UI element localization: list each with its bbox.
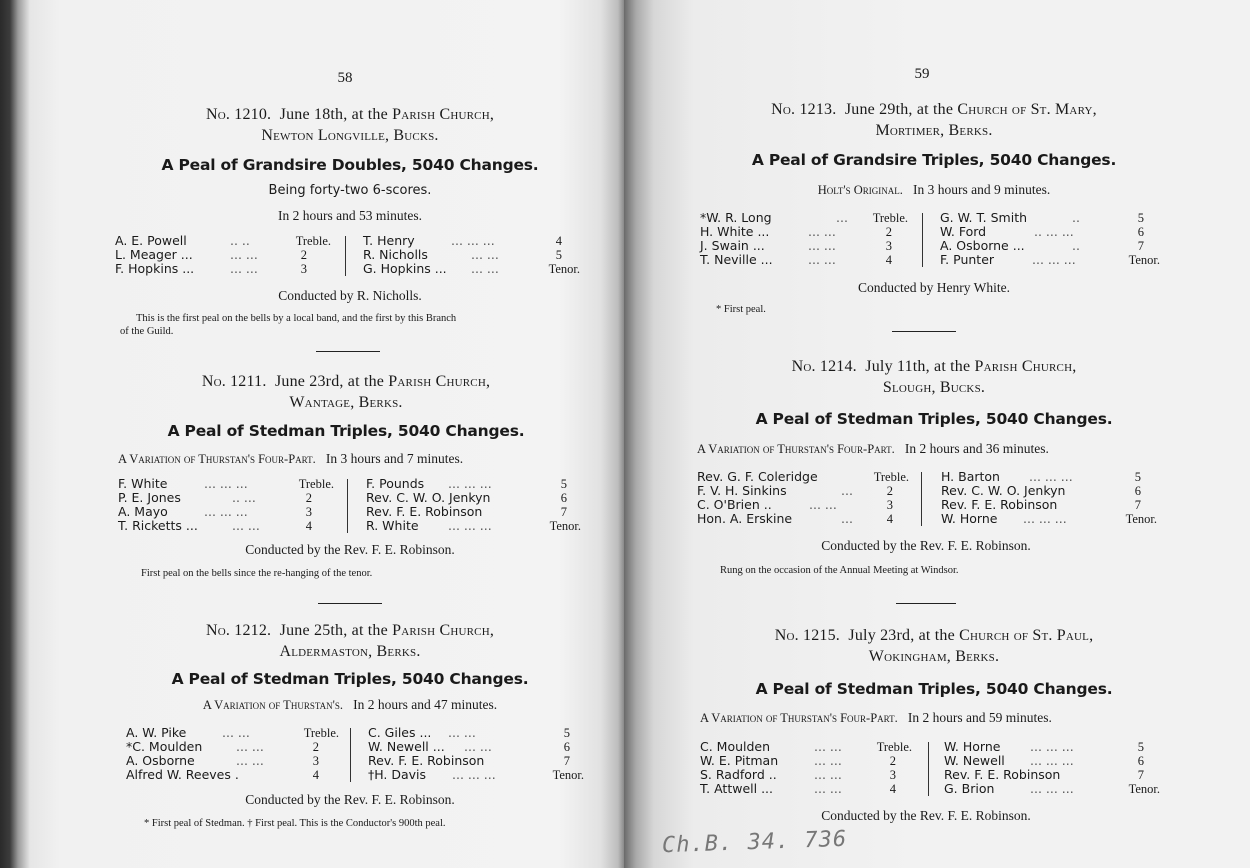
bell-number: 7 xyxy=(1134,498,1141,512)
bell-number: 5 xyxy=(1137,740,1144,754)
ringer-name: T. Neville ... xyxy=(700,252,773,267)
ringer-row xyxy=(700,211,912,225)
leader-dots: ... ... ... xyxy=(204,504,248,519)
ringer-row xyxy=(366,491,581,505)
leader-dots: ... ... ... xyxy=(1023,511,1067,526)
ringer-row xyxy=(697,512,909,526)
column-divider xyxy=(928,742,929,796)
ringer-name: †H. Davis xyxy=(368,767,427,782)
entry-heading xyxy=(664,627,1204,645)
ringers-band xyxy=(700,211,1160,269)
bell-number: Tenor. xyxy=(548,262,580,276)
bell-number: 4 xyxy=(555,234,562,248)
ringer-name: W. Horne xyxy=(941,511,998,526)
bell-number: 2 xyxy=(312,740,319,754)
ringer-row xyxy=(368,768,584,782)
entry-number: No. 1214. xyxy=(791,358,857,375)
composition-line xyxy=(697,441,1049,457)
ringer-row xyxy=(363,234,580,248)
bell-number: 6 xyxy=(1137,754,1144,768)
leader-dots: ... ... xyxy=(230,247,258,262)
bell-number: 4 xyxy=(312,768,319,782)
conductor-line: Conducted by the Rev. F. E. Robinson. xyxy=(821,808,1031,823)
ringer-row xyxy=(700,740,912,754)
entry-number: No. 1211. xyxy=(201,373,267,390)
ringer-row xyxy=(368,726,584,740)
ringer-row xyxy=(697,484,909,498)
bell-number: 7 xyxy=(560,505,567,519)
ringer-row xyxy=(940,211,1160,225)
ringer-row xyxy=(941,498,1157,512)
ringers-right-column xyxy=(366,477,581,533)
ringer-name: R. Nicholls xyxy=(363,247,428,262)
ringer-name: W. Horne xyxy=(944,739,1001,754)
entry-heading xyxy=(100,106,600,124)
ringer-row xyxy=(115,234,335,248)
ringer-row xyxy=(941,484,1157,498)
page-number: 58 xyxy=(337,70,353,86)
ringer-row xyxy=(700,782,912,796)
composition-line xyxy=(700,710,1052,726)
ringer-name: F. Punter xyxy=(940,252,995,267)
ringer-row xyxy=(940,253,1160,267)
ringer-name: F. V. H. Sinkins xyxy=(697,483,787,498)
section-divider xyxy=(892,331,956,332)
bell-number: 6 xyxy=(1137,225,1144,239)
bell-number: 3 xyxy=(300,262,307,276)
ringer-name: H. White ... xyxy=(700,224,770,239)
entry-date: July 11th, at the xyxy=(865,358,971,375)
ringers-left-column xyxy=(118,477,338,533)
ringers-left-column xyxy=(697,470,909,526)
footnote: This is the first peal on the bells by a local band, and the first by this Branch xyxy=(136,313,457,324)
leader-dots: ... ... ... xyxy=(1029,469,1073,484)
leader-dots: ... ... xyxy=(809,497,837,512)
composition: A Variation of Thurstan's. xyxy=(202,698,343,712)
ringer-row xyxy=(941,512,1157,526)
leader-dots: ... ... ... xyxy=(452,767,496,782)
ringer-row xyxy=(366,505,581,519)
entry-heading xyxy=(664,101,1204,119)
bell-number: Tenor. xyxy=(1128,782,1160,796)
ringer-name: W. Ford xyxy=(940,224,987,239)
ringer-name: G. Brion xyxy=(944,781,995,796)
peal-duration: In 2 hours and 59 minutes. xyxy=(907,710,1052,725)
leader-dots: ... ... xyxy=(814,781,842,796)
entry-church: Parish Church, xyxy=(974,358,1077,375)
bell-number: 5 xyxy=(1137,211,1144,225)
right-page xyxy=(624,0,1250,868)
column-divider xyxy=(921,472,922,526)
ringer-row xyxy=(700,239,912,253)
leader-dots: .. .. xyxy=(230,233,250,248)
ringer-row xyxy=(941,470,1157,484)
leader-dots: .. xyxy=(1072,210,1080,225)
ringer-name: A. Osborne ... xyxy=(940,238,1025,253)
column-divider xyxy=(350,728,351,782)
leader-dots: ... ... xyxy=(222,725,250,740)
ringer-row xyxy=(366,477,581,491)
bell-number: Tenor. xyxy=(552,768,584,782)
entry-date: July 23rd, at the xyxy=(848,627,955,644)
leader-dots: .. xyxy=(1072,238,1080,253)
ringer-name: F. Hopkins ... xyxy=(115,261,195,276)
bell-number: 5 xyxy=(563,726,570,740)
leader-dots: ... ... xyxy=(471,261,499,276)
footnote: Rung on the occasion of the Annual Meeting at Windsor. xyxy=(720,565,959,576)
footnote: * First peal of Stedman. † First peal. This is the Conductor's 900th peal. xyxy=(144,818,446,829)
ringers-band xyxy=(697,470,1157,528)
leader-dots: ... ... xyxy=(232,518,260,533)
leader-dots: ... xyxy=(841,483,853,498)
ringer-row xyxy=(126,768,339,782)
leader-dots: ... ... ... xyxy=(1030,781,1074,796)
leader-dots: ... ... ... xyxy=(451,233,495,248)
bell-number: 6 xyxy=(1134,484,1141,498)
ringer-row xyxy=(126,740,339,754)
ringer-name: R. White xyxy=(366,518,419,533)
bell-number: 3 xyxy=(886,498,893,512)
leader-dots: ... ... ... xyxy=(1030,753,1074,768)
leader-dots: ... ... xyxy=(814,753,842,768)
bell-number: 2 xyxy=(889,754,896,768)
ringers-right-column xyxy=(940,211,1160,267)
leader-dots: .. ... xyxy=(232,490,256,505)
entry-church: Church of St. Paul, xyxy=(959,627,1094,644)
entry-church: Parish Church, xyxy=(388,373,491,390)
ringer-row xyxy=(115,262,335,276)
ringer-name: Rev. F. E. Robinson xyxy=(941,497,1058,512)
ringer-name: C. O'Brien .. xyxy=(697,497,772,512)
ringers-left-column xyxy=(126,726,339,782)
leader-dots: ... ... xyxy=(808,252,836,267)
ringer-row xyxy=(944,740,1160,754)
composition-line xyxy=(118,451,463,467)
page-number: 59 xyxy=(914,66,930,82)
bell-number: 4 xyxy=(885,253,892,267)
entry-heading xyxy=(96,373,596,391)
bell-number: Treble. xyxy=(303,726,339,740)
entry-location: Wokingham, Berks. xyxy=(868,648,1000,665)
ringer-name: Alfred W. Reeves . xyxy=(126,767,239,782)
composition: A Variation of Thurstan's Four-Part. xyxy=(118,452,316,466)
leader-dots: ... ... xyxy=(236,753,264,768)
leader-dots: ... ... ... xyxy=(204,476,248,491)
bell-number: Tenor. xyxy=(1128,253,1160,267)
entry-location: Slough, Bucks. xyxy=(882,379,986,396)
leader-dots: ... ... xyxy=(808,224,836,239)
ringer-row xyxy=(363,262,580,276)
composition: A Variation of Thurstan's Four-Part. xyxy=(700,711,898,725)
bell-number: 3 xyxy=(305,505,312,519)
entry-date: June 23rd, at the xyxy=(274,373,385,390)
ringer-name: L. Meager ... xyxy=(115,247,193,262)
leader-dots: ... ... xyxy=(230,261,258,276)
ringer-row xyxy=(368,754,584,768)
column-divider xyxy=(345,236,346,276)
leader-dots: ... ... xyxy=(814,767,842,782)
entry-heading xyxy=(664,358,1204,376)
bell-number: 7 xyxy=(1137,239,1144,253)
composition-line xyxy=(664,182,1204,198)
handwritten-shelfmark: Ch.B. 34. 736 xyxy=(661,826,848,859)
bell-number: 4 xyxy=(305,519,312,533)
ringer-row xyxy=(700,754,912,768)
conductor-line: Conducted by the Rev. F. E. Robinson. xyxy=(245,542,455,557)
bell-number: 2 xyxy=(886,484,893,498)
bell-number: Treble. xyxy=(873,470,909,484)
entry-date: June 29th, at the xyxy=(844,101,954,118)
ringer-name: A. Osborne xyxy=(126,753,195,768)
ringer-name: J. Swain ... xyxy=(700,238,765,253)
ringer-name: C. Moulden xyxy=(700,739,771,754)
ringer-name: Rev. C. W. O. Jenkyn xyxy=(366,490,491,505)
ringers-right-column xyxy=(941,470,1157,526)
ringer-name: Rev. F. E. Robinson xyxy=(366,504,483,519)
ringer-row xyxy=(940,225,1160,239)
peal-duration: In 2 hours and 47 minutes. xyxy=(353,697,498,712)
peal-duration: In 2 hours and 36 minutes. xyxy=(904,441,1049,456)
ringer-row xyxy=(944,782,1160,796)
peal-duration: In 2 hours and 53 minutes. xyxy=(278,208,422,223)
bell-number: 6 xyxy=(563,740,570,754)
leader-dots: ... ... xyxy=(464,739,492,754)
ringer-name: T. Ricketts ... xyxy=(118,518,198,533)
peal-duration: In 3 hours and 7 minutes. xyxy=(325,451,464,466)
ringer-name: G. Hopkins ... xyxy=(363,261,447,276)
peal-subtitle: Being forty-two 6-scores. xyxy=(268,183,432,198)
ringer-name: *W. R. Long xyxy=(700,210,772,225)
bell-number: 3 xyxy=(885,239,892,253)
ringer-name: F. Pounds xyxy=(366,476,425,491)
composition-line xyxy=(100,697,600,713)
leader-dots: ... ... xyxy=(471,247,499,262)
bell-number: 7 xyxy=(1137,768,1144,782)
ringer-name: F. White xyxy=(118,476,168,491)
ringer-row xyxy=(363,248,580,262)
bell-number: Tenor. xyxy=(1125,512,1157,526)
entry-heading xyxy=(100,622,600,640)
leader-dots: ... xyxy=(836,210,848,225)
leader-dots: ... ... xyxy=(236,739,264,754)
ringer-row xyxy=(118,477,338,491)
ringers-right-column xyxy=(944,740,1160,796)
entry-number: No. 1215. xyxy=(774,627,841,644)
peal-title: A Peal of Stedman Triples, 5040 Changes. xyxy=(171,670,529,688)
entry-location: Aldermaston, Berks. xyxy=(279,643,421,660)
ringer-row xyxy=(697,498,909,512)
footnote: First peal on the bells since the re-hanging of the tenor. xyxy=(141,568,373,579)
leader-dots: ... ... xyxy=(808,238,836,253)
ringer-name: A. Mayo xyxy=(118,504,168,519)
ringers-left-column xyxy=(700,211,912,267)
ringer-name: T. Henry xyxy=(363,233,415,248)
ringer-name: T. Attwell ... xyxy=(700,781,773,796)
ringer-name: H. Barton xyxy=(941,469,1000,484)
bell-number: Tenor. xyxy=(549,519,581,533)
bell-number: 2 xyxy=(885,225,892,239)
entry-location: Mortimer, Berks. xyxy=(875,122,993,139)
bell-number: 6 xyxy=(560,491,567,505)
section-divider xyxy=(316,351,380,352)
entry-number: No. 1210. xyxy=(205,106,272,123)
bell-number: Treble. xyxy=(876,740,912,754)
peal-duration: In 3 hours and 9 minutes. xyxy=(913,182,1051,197)
ringer-name: *C. Moulden xyxy=(126,739,203,754)
bell-number: Treble. xyxy=(295,234,331,248)
bell-number: 4 xyxy=(889,782,896,796)
leader-dots: ... ... ... xyxy=(448,518,492,533)
ringer-row xyxy=(940,239,1160,253)
ringer-name: A. E. Powell xyxy=(115,233,187,248)
entry-church: Church of St. Mary, xyxy=(957,101,1097,118)
leader-dots: ... xyxy=(841,511,853,526)
ringer-row xyxy=(944,768,1160,782)
bell-number: Treble. xyxy=(298,477,334,491)
peal-title: A Peal of Stedman Triples, 5040 Changes. xyxy=(755,680,1113,698)
column-divider xyxy=(922,213,923,267)
ringer-row xyxy=(126,726,339,740)
bell-number: 2 xyxy=(300,248,307,262)
bell-number: 5 xyxy=(555,248,562,262)
entry-number: No. 1213. xyxy=(771,101,837,118)
peal-title: A Peal of Stedman Triples, 5040 Changes. xyxy=(755,410,1113,428)
entry-date: June 18th, at the xyxy=(279,106,388,123)
ringers-band xyxy=(115,234,580,278)
peal-title: A Peal of Grandsire Triples, 5040 Changes. xyxy=(751,151,1117,169)
bell-number: 4 xyxy=(886,512,893,526)
ringers-right-column xyxy=(363,234,580,276)
conductor-line: Conducted by Henry White. xyxy=(858,280,1010,295)
bell-number: 7 xyxy=(563,754,570,768)
ringers-left-column xyxy=(115,234,335,276)
left-page xyxy=(0,0,624,868)
bell-number: 5 xyxy=(1134,470,1141,484)
column-divider xyxy=(347,479,348,533)
ringer-name: C. Giles ... xyxy=(368,725,432,740)
ringers-band xyxy=(126,726,586,784)
leader-dots: ... ... ... xyxy=(448,476,492,491)
peal-title: A Peal of Grandsire Doubles, 5040 Changes. xyxy=(161,156,539,174)
ringer-row xyxy=(368,740,584,754)
ringer-row xyxy=(700,768,912,782)
ringer-row xyxy=(697,470,909,484)
ringer-row xyxy=(118,519,338,533)
entry-number: No. 1212. xyxy=(205,622,272,639)
bell-number: Treble. xyxy=(872,211,908,225)
conductor-line: Conducted by the Rev. F. E. Robinson. xyxy=(245,792,455,807)
ringer-name: W. Newell ... xyxy=(368,739,445,754)
ringer-name: G. W. T. Smith xyxy=(940,210,1028,225)
ringer-name: P. E. Jones xyxy=(118,490,181,505)
ringer-name: Rev. G. F. Coleridge xyxy=(697,469,818,484)
ringer-row xyxy=(115,248,335,262)
ringers-band xyxy=(700,740,1160,798)
bell-number: 5 xyxy=(560,477,567,491)
ringer-name: Rev. F. E. Robinson xyxy=(944,767,1061,782)
footnote: * First peal. xyxy=(716,304,766,315)
ringer-row xyxy=(944,754,1160,768)
ringer-row xyxy=(118,505,338,519)
ringer-row xyxy=(366,519,581,533)
ringers-left-column xyxy=(700,740,912,796)
ringer-name: S. Radford .. xyxy=(700,767,777,782)
bell-number: 2 xyxy=(305,491,312,505)
composition: Holt's Original. xyxy=(817,183,903,197)
bell-number: 3 xyxy=(889,768,896,782)
peal-title: A Peal of Stedman Triples, 5040 Changes. xyxy=(167,422,525,440)
leader-dots: ... ... ... xyxy=(1030,739,1074,754)
ringer-name: W. E. Pitman xyxy=(700,753,779,768)
section-divider xyxy=(896,603,956,604)
ringers-right-column xyxy=(368,726,584,782)
ringers-band xyxy=(118,477,583,535)
bell-number: 3 xyxy=(312,754,319,768)
leader-dots: ... ... xyxy=(448,725,476,740)
leader-dots: .. ... ... xyxy=(1034,224,1074,239)
entry-location: Newton Longville, Bucks. xyxy=(261,127,439,144)
entry-church: Parish Church, xyxy=(392,622,495,639)
ringer-name: A. W. Pike xyxy=(126,725,187,740)
ringer-name: Rev. F. E. Robinson xyxy=(368,753,485,768)
conductor-line: Conducted by R. Nicholls. xyxy=(278,288,422,303)
entry-church: Parish Church, xyxy=(392,106,495,123)
ringer-row xyxy=(118,491,338,505)
leader-dots: ... ... xyxy=(814,739,842,754)
entry-date: June 25th, at the xyxy=(279,622,388,639)
ringer-row xyxy=(700,253,912,267)
ringer-row xyxy=(700,225,912,239)
footnote: of the Guild. xyxy=(120,326,174,337)
entry-location: Wantage, Berks. xyxy=(289,394,403,411)
ringer-name: W. Newell xyxy=(944,753,1005,768)
section-divider xyxy=(318,603,382,604)
ringer-row xyxy=(126,754,339,768)
ringer-name: Hon. A. Erskine xyxy=(697,511,793,526)
leader-dots: ... ... ... xyxy=(1032,252,1076,267)
composition: A Variation of Thurstan's Four-Part. xyxy=(697,442,895,456)
ringer-name: Rev. C. W. O. Jenkyn xyxy=(941,483,1066,498)
conductor-line: Conducted by the Rev. F. E. Robinson. xyxy=(821,538,1031,553)
